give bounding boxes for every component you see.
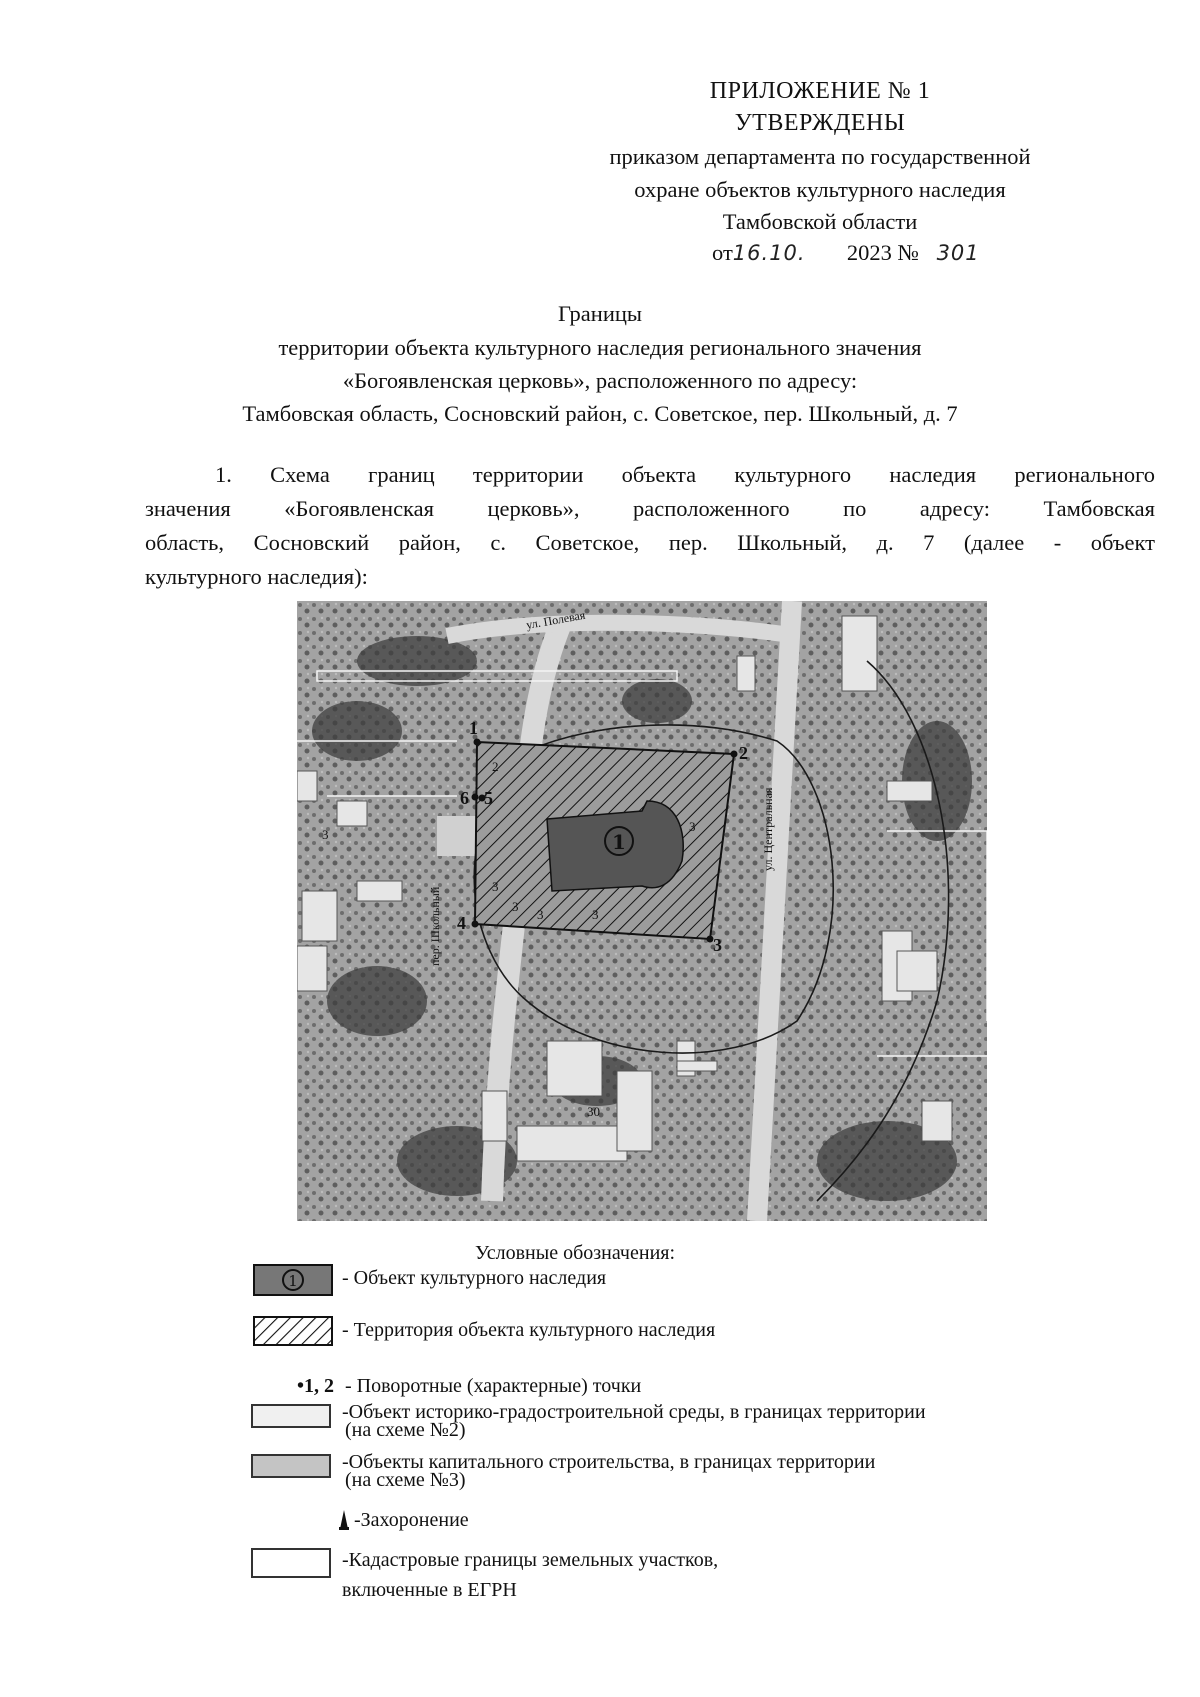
point-label-3: 3 bbox=[713, 935, 722, 955]
point-label-1: 1 bbox=[469, 718, 478, 738]
point-label-2: 2 bbox=[739, 743, 748, 763]
legend-swatch-historic bbox=[251, 1404, 331, 1428]
heritage-object-marker: 1 bbox=[612, 830, 626, 854]
order-date-line bbox=[712, 240, 980, 266]
order-line-3: Тамбовской области bbox=[722, 209, 918, 234]
house-number: 3 bbox=[322, 827, 329, 842]
paragraph-line-4: культурного наследия): bbox=[145, 564, 368, 589]
zone-label: 3 bbox=[537, 907, 544, 922]
legend-cadastral-line-1: -Кадастровые границы земельных участков, bbox=[342, 1549, 719, 1571]
legend-swatch-cadastral bbox=[251, 1548, 331, 1578]
zone-label: 3 bbox=[592, 907, 599, 922]
legend-title: Условные обозначения: bbox=[475, 1242, 676, 1264]
point-label-5: 5 bbox=[484, 788, 493, 808]
legend-cadastral-line-2: включенные в ЕГРН bbox=[342, 1579, 517, 1601]
legend-points: - Поворотные (характерные) точки bbox=[345, 1375, 642, 1397]
legend-capital-line-2: (на схеме №3) bbox=[345, 1469, 466, 1491]
legend-historic-line-2: (на схеме №2) bbox=[345, 1419, 466, 1441]
house-number: 30 bbox=[587, 1104, 600, 1119]
legend-swatch-territory bbox=[253, 1316, 333, 1346]
street-label-tsentralnaya: ул. Центральная bbox=[761, 787, 775, 871]
legend-swatch-capital bbox=[251, 1454, 331, 1478]
street-label-shkolny: пер. Школьный bbox=[428, 886, 442, 966]
paragraph-line-1: 1. Схема границ территории объекта культурного наследия регионального bbox=[215, 462, 1155, 487]
title-line-3: «Богоявленская церковь», расположенного по адресу: bbox=[342, 368, 858, 393]
boundary-scheme-map bbox=[297, 601, 987, 1221]
title-line-4: Тамбовская область, Сосновский район, с. Советское, пер. Школьный, д. 7 bbox=[242, 401, 958, 426]
paragraph-line-2: значения «Богоявленская церковь», расположенного по адресу: Тамбовская bbox=[145, 496, 1155, 521]
approved-heading: УТВЕРЖДЕНЫ bbox=[734, 110, 906, 136]
zone-label: 2 bbox=[492, 759, 499, 774]
title-line-2: территории объекта культурного наследия регионального значения bbox=[278, 335, 922, 360]
point-label-6: 6 bbox=[460, 788, 469, 808]
order-line-1: приказом департамента по государственной bbox=[609, 144, 1031, 169]
legend-capital-line-1: -Объекты капитального строительства, в границах территории bbox=[342, 1451, 876, 1473]
appendix-heading: ПРИЛОЖЕНИЕ № 1 bbox=[709, 78, 931, 104]
legend-historic-line-1: -Объект историко-градостроительной среды, в границах территории bbox=[342, 1401, 926, 1423]
title-line-1: Границы bbox=[557, 301, 643, 326]
legend-swatch-object bbox=[253, 1264, 333, 1296]
legend-object-symbol: 1 bbox=[288, 1272, 298, 1290]
order-line-2: охране объектов культурного наследия bbox=[634, 177, 1006, 202]
year-number: 2023 № bbox=[846, 240, 919, 265]
scheme-paragraph bbox=[145, 458, 1155, 594]
burial-icon bbox=[337, 1509, 351, 1531]
handwritten-date: 16.10. bbox=[732, 241, 806, 265]
legend-heritage-object: - Объект культурного наследия bbox=[342, 1267, 607, 1289]
zone-label: 3 bbox=[689, 819, 696, 834]
point-label-4: 4 bbox=[457, 913, 466, 933]
zone-label: 3 bbox=[512, 899, 519, 914]
legend-territory: - Территория объекта культурного наследия bbox=[342, 1319, 716, 1341]
paragraph-line-3: область, Сосновский район, с. Советское, пер. Школьный, д. 7 (далее - объект bbox=[145, 530, 1155, 555]
date-prefix: от bbox=[712, 240, 733, 265]
handwritten-number: 301 bbox=[936, 241, 980, 265]
legend-points-symbol: •1, 2 bbox=[297, 1375, 335, 1397]
zone-label: 3 bbox=[492, 879, 499, 894]
street-label-polevaya: ул. Полевая bbox=[525, 607, 587, 632]
legend-burial: -Захоронение bbox=[354, 1509, 469, 1531]
